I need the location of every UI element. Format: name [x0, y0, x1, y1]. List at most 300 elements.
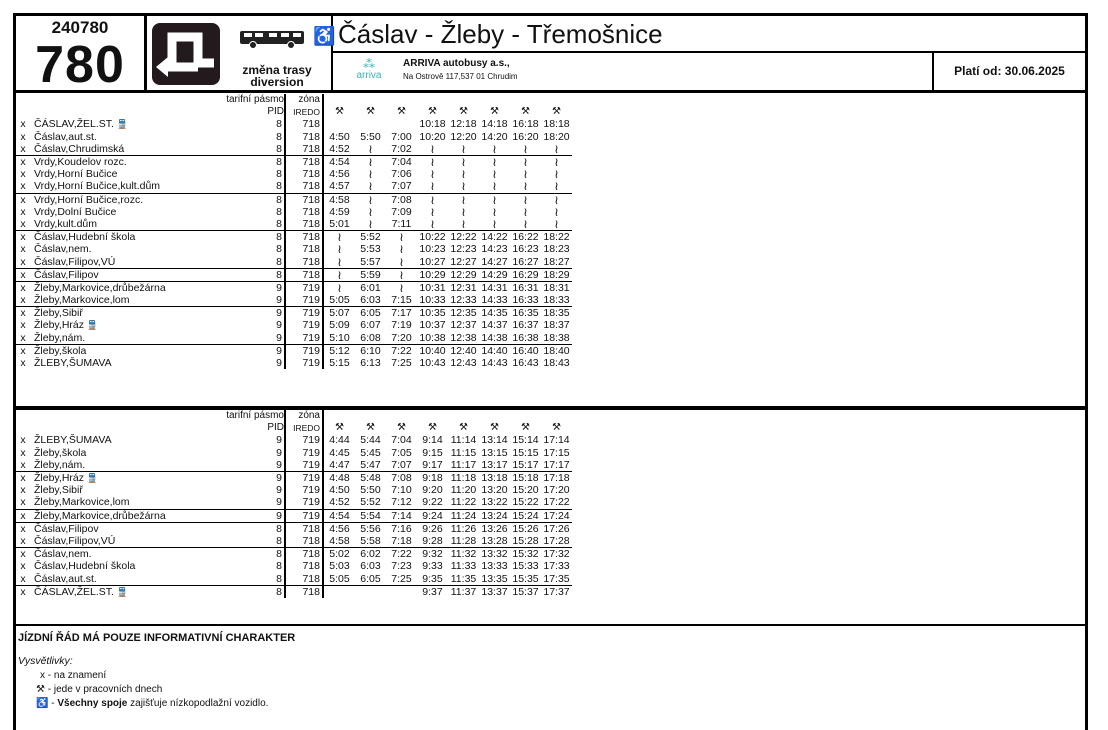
departure-time: 17:32: [541, 548, 572, 561]
departure-time: 7:23: [391, 560, 412, 573]
departure-time: 12:23: [450, 243, 477, 256]
departure-time: ≀: [399, 254, 404, 269]
tariff-zone-label: tarifní pásmo: [226, 94, 284, 106]
departure-time: 9:20: [422, 484, 443, 497]
iredo-zone: 719: [285, 459, 323, 472]
iredo-zone: 718: [285, 118, 323, 130]
departure-time: ≀: [386, 268, 417, 281]
stop-name: ŽLEBY,ŠUMAVA: [34, 357, 112, 370]
departure-time: 7:20: [391, 331, 412, 344]
departure-time: 18:27: [543, 255, 570, 268]
iredo-zone: 718: [285, 572, 323, 585]
departure-time: 13:37: [479, 585, 510, 598]
iredo-zone: 718: [285, 143, 323, 156]
departure-time: 16:18: [512, 118, 539, 131]
departure-time: 13:22: [481, 496, 508, 509]
departure-time: 14:37: [481, 319, 508, 332]
departure-time: ≀: [323, 281, 355, 294]
departure-time: 14:20: [481, 130, 508, 143]
stop-row: [16, 471, 572, 484]
stop-row: [16, 560, 572, 572]
departure-time: 18:33: [543, 294, 570, 307]
iredo-zone: 719: [285, 307, 323, 320]
iredo-zone: 719: [285, 509, 323, 522]
on-request-flag: x: [20, 255, 26, 268]
departure-time: 5:52: [355, 231, 386, 244]
departure-time: 11:15: [450, 446, 477, 459]
departure-time: 7:17: [386, 307, 417, 320]
departure-time: ≀: [323, 243, 355, 255]
departure-time: ≀: [368, 141, 373, 156]
stop-row: [16, 585, 572, 598]
stop-row: [16, 131, 572, 143]
header-row-symbols: [16, 422, 572, 434]
pid-zone: 8: [276, 130, 282, 143]
departure-time: 18:23: [543, 243, 570, 256]
departure-time: 4:50: [323, 484, 355, 496]
departure-time: 10:38: [419, 331, 446, 344]
stop-row: [16, 434, 572, 446]
stop-name: Vrdy,Dolní Bučice: [34, 205, 117, 218]
departure-time: 9:37: [417, 585, 448, 598]
departure-time: 9:18: [417, 471, 448, 484]
on-request-flag: x: [16, 585, 30, 598]
departure-time: 12:20: [450, 130, 477, 143]
workday-icon: ⚒: [521, 422, 530, 434]
departure-time: 16:38: [512, 331, 539, 344]
stop-name: Čáslav,nem.: [34, 243, 92, 256]
header-row-symbols: [16, 106, 572, 118]
departure-time: 12:27: [450, 255, 477, 268]
pid-zone: 8: [276, 560, 282, 573]
stop-name: Čáslav,Chrudimská: [34, 142, 125, 155]
train-icon: 🚆: [116, 586, 129, 597]
stop-row: [16, 155, 572, 168]
departure-time: 10:31: [417, 281, 448, 294]
departure-time: 5:09: [323, 319, 355, 331]
departure-time: 6:02: [355, 548, 386, 561]
departure-time: 17:20: [543, 484, 570, 497]
stop-name: ČÁSLAV,ŽEL.ST. 🚆: [34, 118, 129, 131]
operator-box: [333, 52, 933, 93]
zone-label: zóna: [285, 410, 323, 422]
departure-time: ≀: [523, 204, 528, 219]
departure-time: ≀: [368, 167, 373, 182]
departure-time: 9:35: [422, 572, 443, 585]
departure-time: 5:54: [355, 509, 386, 522]
departure-time: 7:07: [391, 180, 412, 193]
departure-time: 12:38: [450, 331, 477, 344]
pid-zone: 9: [276, 484, 282, 497]
departure-time: 6:13: [360, 357, 381, 370]
stop-row: [16, 509, 572, 522]
departure-time: 6:05: [360, 572, 381, 585]
iredo-zone: 718: [285, 585, 323, 598]
departure-time: ≀: [448, 155, 479, 168]
departure-time: ≀: [554, 216, 559, 231]
on-request-flag: x: [16, 344, 30, 357]
departure-time: 7:08: [386, 193, 417, 206]
stop-name: Vrdy,Koudelov rozc.: [30, 155, 272, 168]
departure-time: ≀: [479, 193, 510, 206]
stop-name: Čáslav,Filipov,VÚ: [34, 534, 116, 547]
departure-time: 15:18: [510, 471, 541, 484]
iredo-zone: 718: [285, 268, 323, 281]
departure-time: 11:33: [450, 560, 477, 573]
departure-time: ≀: [510, 155, 541, 168]
departure-time: ≀: [430, 141, 435, 156]
departure-time: 5:02: [323, 548, 355, 561]
departure-time: ≀: [368, 204, 373, 219]
iredo-zone: 719: [285, 332, 323, 345]
departure-time: 5:44: [360, 434, 381, 447]
departure-time: 14:43: [481, 357, 508, 370]
departure-time: 15:37: [510, 585, 541, 598]
departure-time: 7:04: [386, 155, 417, 168]
departure-time: 7:25: [391, 357, 412, 370]
departure-time: 4:52: [323, 496, 355, 509]
departure-time: 7:05: [391, 446, 412, 459]
departure-time: 4:58: [323, 535, 355, 548]
on-request-flag: x: [20, 180, 26, 193]
departure-time: 9:28: [422, 534, 443, 547]
departure-time: [355, 585, 386, 598]
departure-time: 12:35: [448, 307, 479, 320]
departure-time: 16:33: [512, 294, 539, 307]
departure-time: 7:18: [391, 534, 412, 547]
departure-time: 12:22: [448, 231, 479, 244]
departure-time: 4:56: [323, 168, 355, 180]
departure-time: 9:15: [422, 446, 443, 459]
stop-name: Vrdy,Horní Bučice,rozc.: [30, 193, 272, 206]
departure-time: ≀: [461, 179, 466, 194]
on-request-flag: x: [20, 458, 26, 471]
departure-time: 17:18: [541, 471, 572, 484]
pid-zone: 8: [276, 205, 282, 218]
pid-zone: 9: [272, 307, 285, 320]
operator-name: ARRIVA autobusy a.s.,: [403, 58, 510, 69]
iredo-zone: 718: [285, 255, 323, 268]
departure-time: 9:24: [417, 509, 448, 522]
departure-time: 6:03: [360, 560, 381, 573]
departure-time: 12:43: [450, 357, 477, 370]
departure-time: 11:14: [450, 434, 477, 447]
departure-time: 15:17: [512, 458, 539, 471]
departure-time: 5:59: [355, 268, 386, 281]
departure-time: ≀: [523, 216, 528, 231]
departure-time: ≀: [554, 167, 559, 182]
departure-time: 5:12: [323, 344, 355, 357]
departure-time: ≀: [417, 193, 448, 206]
departure-time: ≀: [323, 231, 355, 244]
departure-time: 4:45: [323, 447, 355, 459]
departure-time: ≀: [448, 193, 479, 206]
stop-name: Čáslav,Hudební škola: [30, 231, 272, 244]
stop-row: [16, 319, 572, 331]
departure-time: 5:56: [355, 522, 386, 535]
iredo-zone: 718: [285, 548, 323, 561]
stop-name: Žleby,Sibiř: [34, 484, 83, 497]
stop-name: Žleby,Markovice,drůbežárna: [30, 509, 272, 522]
departure-time: 7:22: [386, 548, 417, 561]
departure-time: 11:18: [448, 471, 479, 484]
line-code: 240780: [51, 18, 109, 37]
departure-time: 16:23: [512, 243, 539, 256]
workday-icon: ⚒: [323, 422, 355, 434]
workday-icon: ⚒: [490, 422, 499, 434]
stop-row: [16, 447, 572, 459]
on-request-flag: x: [16, 471, 30, 484]
stop-row: [16, 180, 572, 193]
valid-from: Platí od: 30.06.2025: [932, 52, 1088, 93]
departure-time: 9:22: [422, 496, 443, 509]
departure-time: 11:26: [448, 522, 479, 535]
pid-zone: 8: [272, 585, 285, 598]
departure-time: 4:59: [323, 206, 355, 218]
stop-name: Žleby,Hráz 🚆: [30, 471, 272, 484]
departure-time: 7:00: [391, 130, 412, 143]
train-icon: 🚆: [86, 320, 99, 331]
departure-time: 7:15: [391, 294, 412, 307]
pid-zone: 9: [272, 471, 285, 484]
stop-name: Čáslav,Hudební škola: [34, 560, 136, 573]
pid-zone: 8: [276, 243, 282, 256]
workday-icon: ⚒: [459, 422, 468, 434]
iredo-zone: 718: [285, 193, 323, 206]
departure-time: 15:33: [512, 560, 539, 573]
stop-row: [16, 535, 572, 548]
pid-zone: 9: [276, 357, 282, 370]
departure-time: 10:37: [419, 319, 446, 332]
pid-zone: 9: [276, 331, 282, 344]
stop-row: [16, 344, 572, 357]
workday-icon: ⚒: [366, 106, 375, 118]
stop-row: [16, 307, 572, 320]
departure-time: 4:56: [323, 522, 355, 535]
iredo-zone: 718: [285, 180, 323, 193]
iredo-zone: 719: [285, 319, 323, 331]
departure-time: ≀: [554, 204, 559, 219]
departure-time: 15:15: [512, 446, 539, 459]
workday-icon: ⚒: [552, 106, 561, 118]
iredo-zone: 719: [285, 471, 323, 484]
iredo-label: IREDO: [285, 422, 323, 434]
wheelchair-icon: ♿ -: [36, 698, 55, 709]
departure-time: 10:40: [417, 344, 448, 357]
on-request-flag: x: [16, 509, 30, 522]
departure-time: 13:15: [481, 446, 508, 459]
departure-time: 14:27: [481, 255, 508, 268]
iredo-zone: 718: [285, 231, 323, 244]
departure-time: ≀: [510, 193, 541, 206]
departure-time: ≀: [368, 179, 373, 194]
departure-time: ≀: [541, 155, 572, 168]
departure-time: 14:23: [481, 243, 508, 256]
departure-time: ≀: [368, 216, 373, 231]
departure-time: ≀: [461, 204, 466, 219]
legend-item-on-request: x - na znamení: [40, 670, 107, 681]
departure-time: 13:20: [481, 484, 508, 497]
timetable-inbound: [16, 410, 572, 598]
on-request-flag: x: [20, 357, 26, 370]
departure-time: 7:25: [391, 572, 412, 585]
departure-time: 5:07: [323, 307, 355, 320]
iredo-zone: 718: [285, 243, 323, 255]
departure-time: 10:27: [419, 255, 446, 268]
departure-time: 5:10: [323, 332, 355, 345]
stop-row: [16, 143, 572, 156]
workday-icon: ⚒: [552, 422, 561, 434]
iredo-zone: 719: [285, 294, 323, 307]
on-request-flag: x: [20, 331, 26, 344]
departure-time: 13:24: [479, 509, 510, 522]
line-number: 780: [35, 36, 125, 94]
departure-time: 10:43: [419, 357, 446, 370]
departure-time: 14:18: [481, 118, 508, 131]
workday-icon: ⚒: [521, 106, 530, 118]
pid-zone: 9: [272, 344, 285, 357]
stop-row: [16, 522, 572, 535]
departure-time: 12:31: [448, 281, 479, 294]
departure-time: ≀: [430, 167, 435, 182]
departure-time: 18:43: [543, 357, 570, 370]
stop-name: Čáslav,aut.st.: [34, 572, 97, 585]
departure-time: 7:12: [391, 496, 412, 509]
line-number-box: [13, 13, 147, 93]
stop-row: [16, 332, 572, 345]
departure-time: ≀: [492, 204, 497, 219]
stop-name: Žleby,nám.: [34, 458, 86, 471]
iredo-zone: 718: [285, 131, 323, 143]
legend-title: Vysvětlivky:: [18, 655, 73, 667]
departure-time: 14:22: [479, 231, 510, 244]
departure-time: 5:53: [360, 243, 381, 256]
departure-time: [355, 118, 386, 130]
stop-row: [16, 243, 572, 255]
departure-time: 17:17: [543, 458, 570, 471]
departure-time: 17:26: [541, 522, 572, 535]
departure-time: 17:14: [543, 434, 570, 447]
departure-time: 16:40: [510, 344, 541, 357]
iredo-zone: 718: [285, 535, 323, 548]
departure-time: 17:22: [543, 496, 570, 509]
operator-logo: ⁂ arriva: [351, 58, 387, 81]
on-request-flag: x: [20, 484, 26, 497]
pid-zone: 9: [272, 509, 285, 522]
arriva-glyph-icon: ⁂: [363, 57, 375, 71]
departure-time: 12:18: [450, 118, 477, 131]
departure-time: 14:31: [479, 281, 510, 294]
departure-time: 7:19: [391, 319, 412, 332]
departure-time: 7:09: [391, 205, 412, 218]
departure-time: 13:18: [479, 471, 510, 484]
departure-time: ≀: [523, 179, 528, 194]
diversion-label: změna trasy diversion: [242, 63, 312, 89]
stop-name: Čáslav,aut.st.: [34, 130, 97, 143]
stop-row: [16, 357, 572, 369]
departure-time: 7:10: [391, 484, 412, 497]
pid-zone: 9: [276, 294, 282, 307]
on-request-flag: x: [20, 130, 26, 143]
departure-time: 17:28: [543, 534, 570, 547]
departure-time: [323, 118, 355, 130]
train-icon: 🚆: [116, 119, 129, 130]
departure-time: 16:35: [510, 307, 541, 320]
departure-time: 12:29: [448, 268, 479, 281]
diversion-icon: [152, 23, 220, 85]
departure-time: 4:57: [323, 180, 355, 193]
departure-time: 7:11: [391, 217, 412, 230]
iredo-zone: 718: [285, 168, 323, 180]
departure-time: 4:52: [323, 143, 355, 156]
departure-time: ≀: [523, 141, 528, 156]
departure-time: 5:47: [360, 458, 381, 471]
departure-time: ≀: [355, 155, 386, 168]
departure-time: 18:37: [543, 319, 570, 332]
stop-row: [16, 193, 572, 206]
stop-name: Žleby,škola: [30, 344, 272, 357]
train-icon: 🚆: [86, 473, 99, 484]
departure-time: 16:43: [512, 357, 539, 370]
on-request-flag: x: [20, 434, 26, 447]
departure-time: 11:24: [448, 509, 479, 522]
timetable-outbound: [16, 94, 572, 369]
legend-item-low-floor: ♿ - Všechny spoje zajišťuje nízkopodlažní vozidlo.: [36, 698, 269, 709]
departure-time: 12:37: [450, 319, 477, 332]
departure-time: ≀: [386, 281, 417, 294]
on-request-flag: x: [20, 205, 26, 218]
departure-time: 10:20: [419, 130, 446, 143]
on-request-flag: x: [16, 155, 30, 168]
departure-time: 13:28: [481, 534, 508, 547]
departure-time: 5:03: [323, 560, 355, 572]
stop-row: [16, 484, 572, 496]
route-title: Čáslav - Žleby - Třemošnice: [338, 19, 663, 49]
departure-time: ≀: [386, 231, 417, 244]
departure-time: [386, 118, 417, 130]
departure-time: 7:22: [386, 344, 417, 357]
departure-time: 18:35: [541, 307, 572, 320]
departure-time: 10:22: [417, 231, 448, 244]
departure-time: 5:50: [360, 130, 381, 143]
departure-time: 15:20: [512, 484, 539, 497]
on-request-flag: x: [16, 548, 30, 561]
on-request-flag: x: [20, 534, 26, 547]
departure-time: 6:03: [360, 294, 381, 307]
departure-time: 5:01: [323, 218, 355, 231]
departure-time: 14:40: [479, 344, 510, 357]
departure-time: 11:22: [450, 496, 477, 509]
departure-time: 16:31: [510, 281, 541, 294]
departure-time: 5:48: [355, 471, 386, 484]
departure-time: 4:58: [323, 193, 355, 206]
on-request-flag: x: [20, 446, 26, 459]
stop-row: [16, 168, 572, 180]
stop-name: ŽLEBY,ŠUMAVA: [34, 434, 112, 447]
iredo-zone: 718: [285, 560, 323, 572]
pid-zone: 8: [276, 217, 282, 230]
pid-zone: 8: [276, 255, 282, 268]
zone-label: zóna: [285, 94, 323, 106]
departure-time: ≀: [355, 193, 386, 206]
pid-zone: 8: [272, 231, 285, 244]
on-request-flag: x: [16, 268, 30, 281]
departure-time: 17:33: [543, 560, 570, 573]
departure-time: 9:32: [417, 548, 448, 561]
stop-name: Žleby,Sibiř: [30, 307, 272, 320]
stop-name: Žleby,Markovice,lom: [34, 496, 130, 509]
departure-time: 5:05: [323, 572, 355, 585]
